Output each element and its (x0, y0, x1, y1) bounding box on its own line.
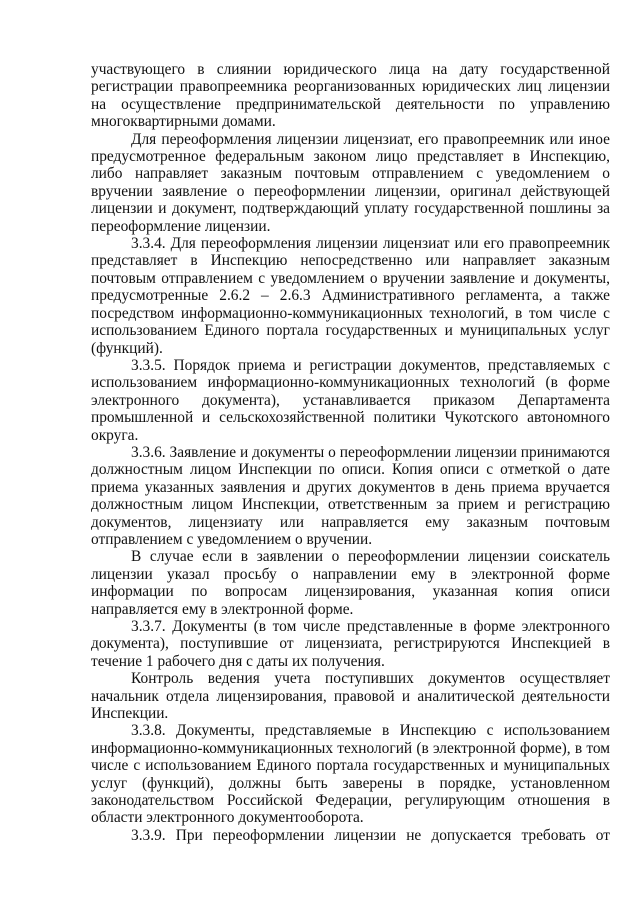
paragraph-control: Контроль ведения учета поступивших документов осуществляет начальник отдела лицензирования, правовой и аналитической деятельности Инспекции. (91, 670, 610, 723)
document-page (91, 61, 610, 844)
paragraph-3-3-9: 3.3.9. При переоформлении лицензии не допускается требовать от (131, 826, 610, 844)
paragraph-3-3-8: 3.3.8. Документы, представляемые в Инспекцию с использованием информационно-коммуникационных технологий (в электронной форме), в том числе с использованием Единого портала государственных и муниципальных услуг (функций), должны быть заверены в порядке, установленном законодательством Российской Федерации, регулирующим отношения в области электронного документооборота. (91, 722, 610, 827)
paragraph-3-3-7: 3.3.7. Документы (в том числе представленные в форме электронного документа), поступившие от лицензиата, регистрируются Инспекцией в течение 1 рабочего дня с даты их получения. (91, 618, 610, 670)
paragraph-3-3-6: 3.3.6. Заявление и документы о переоформлении лицензии принимаются должностным лицом Инспекции по описи. Копия описи с отметкой о дате приема указанных заявления и других документов в день приема вручается должностным лицом Инспекции, ответственным за прием и регистрацию документов, лицензиату или направляется ему заказным почтовым отправлением с уведомлением о вручении. (91, 443, 610, 548)
paragraph-3-3-4: 3.3.4. Для переоформления лицензии лицензиат или его правопреемник представляет в Инспекцию непосредственно или направляет заказным почтовым отправлением с уведомлением о вручении заявление и документы, предусмотренные 2.6.2 – 2.6.3 Административного регламента, а также посредством информационно-коммуникационных технологий, в том числе с использованием Единого портала государственных и муниципальных услуг (функций). (91, 235, 610, 357)
paragraph-3-3-5: 3.3.5. Порядок приема и регистрации документов, представляемых с использованием информационно-коммуникационных технологий (в форме электронного документа), устанавливается приказом Департамента промышленной и сельскохозяйственной политики Чукотского автономного округа. (91, 356, 610, 444)
paragraph-reissue-procedure: Для переоформления лицензии лицензиат, его правопреемник или иное предусмотренное федеральным законом лицо представляет в Инспекцию, либо направляет заказным почтовым отправлением с уведомлением о вручении заявление о переоформлении лицензии, оригинал действующей лицензии и документ, подтверждающий уплату государственной пошлины за переоформление лицензии. (91, 130, 610, 235)
paragraph-electronic-copy: В случае если в заявлении о переоформлении лицензии соискатель лицензии указал просьбу о направлении ему в электронной форме информации по вопросам лицензирования, указанная копия описи направляется ему в электронной форме. (91, 548, 610, 618)
paragraph-continuation: участвующего в слиянии юридического лица на дату государственной регистрации правопреемника реорганизованных юридических лиц лицензии на осуществление предпринимательской деятельности по управлению многоквартирными домами. (91, 61, 610, 131)
